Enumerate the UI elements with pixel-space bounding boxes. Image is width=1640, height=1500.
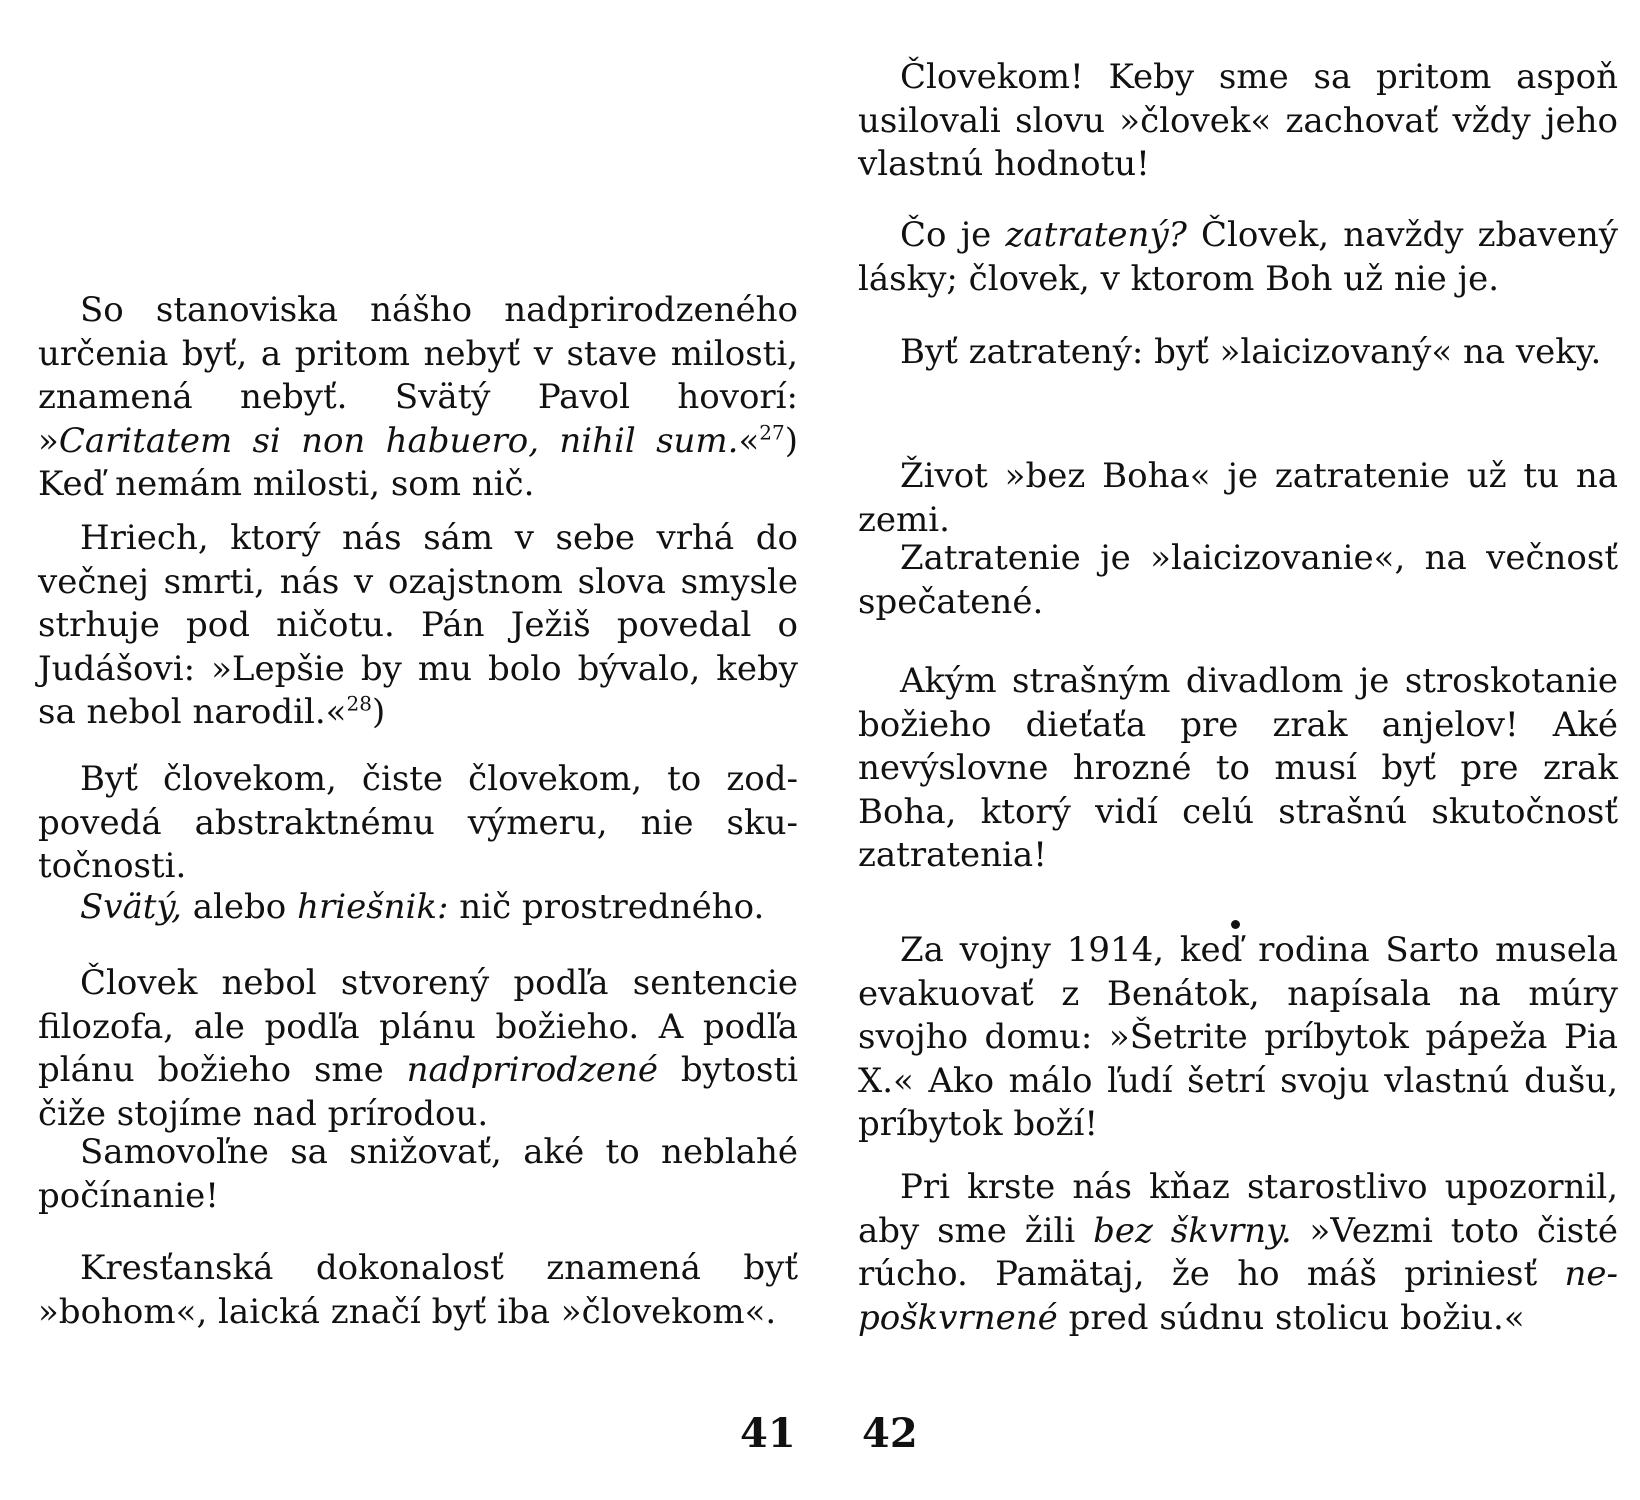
right-paragraph-7: Za vojny 1914, keď rodina Sarto musela evakuovať z Benátok, napísala na múry svojho domu: »Šetrite príbytok pápeža Pia X.« Ako málo ľudí šetrí svoju vlastnú dušu, príbytok boží! xyxy=(858,930,1618,1144)
page-number-right: 42 xyxy=(862,1410,918,1457)
right-paragraph-6: Akým strašným divadlom je stroskotanie božieho dieťaťa pre zrak anjelov! Aké nevýslovne hrozné to musí byť pre zrak Boha, ktorý vidí celú strašnú skutočnosť zatratenia! xyxy=(858,661,1618,875)
left-paragraph-1: So stanoviska nášho nadprirodzeného určenia byť, a pritom nebyť v stave milosti, znamená nebyť. Svätý Pavol hovorí: »Caritatem si non habuero, nihil sum.«$^{27}$) Keď nemám milosti, som nič. xyxy=(38,290,798,504)
footnote-marker: 27 xyxy=(759,420,785,445)
page-number-left: 41 xyxy=(740,1410,796,1457)
section-divider-dot xyxy=(1231,920,1240,929)
right-paragraph-8: Pri krste nás kňaz starostlivo upozornil, aby sme žili bez škvrny. »Vezmi toto čisté rúcho. Pamätaj, že ho máš priniesť nepoškvrnené pred súdnu stolicu božiu.« xyxy=(858,1167,1619,1338)
right-paragraph-1: Človekom! Keby sme sa pritom aspoň usilovali slovu »človek« zachovať vždy jeho vlastnú hodnotu! xyxy=(858,57,1618,184)
latin-quote: Caritatem si non habuero, nihil sum. xyxy=(58,420,739,461)
footnote-marker: 28 xyxy=(346,691,372,716)
right-paragraph-2: Čo je zatratený? Človek, navždy zbavený lásky; človek, v ktorom Boh už nie je. xyxy=(858,215,1618,299)
left-paragraph-2: Hriech, ktorý nás sám v sebe vrhá do večnej smrti, nás v ozajstnom slova smysle strhuje pod ničotu. Pán Ježiš povedal o Judášovi: »Lepšie by mu bolo bývalo, keby sa nebol narodil.«$^{28}$) xyxy=(38,518,798,732)
right-paragraph-3: Byť zatratený: byť »laicizovaný« na veky. xyxy=(900,332,1602,372)
left-paragraph-5: Človek nebol stvorený podľa sentencie filozofa, ale podľa plánu božieho. A podľa plánu božieho sme nadprirodzené bytosti čiže stojíme nad prírodou. xyxy=(38,963,798,1134)
left-paragraph-7: Kresťanská dokonalosť znamená byť »bohom«, laická značí byť iba »človekom«. xyxy=(38,1248,798,1332)
left-paragraph-6: Samovoľne sa snižovať, aké to neblahé počínanie! xyxy=(38,1132,798,1216)
left-paragraph-4: Svätý, alebo hriešnik: nič prostredného. xyxy=(80,887,765,927)
right-paragraph-4: Život »bez Boha« je zatratenie už tu na zemi. xyxy=(858,456,1618,540)
right-paragraph-5: Zatratenie je »laicizovanie«, na večnosť spečatené. xyxy=(858,538,1618,622)
left-paragraph-3: Byť človekom, čiste človekom, to zodpovedá abstraktnému výmeru, nie skutočnosti. xyxy=(38,759,798,886)
